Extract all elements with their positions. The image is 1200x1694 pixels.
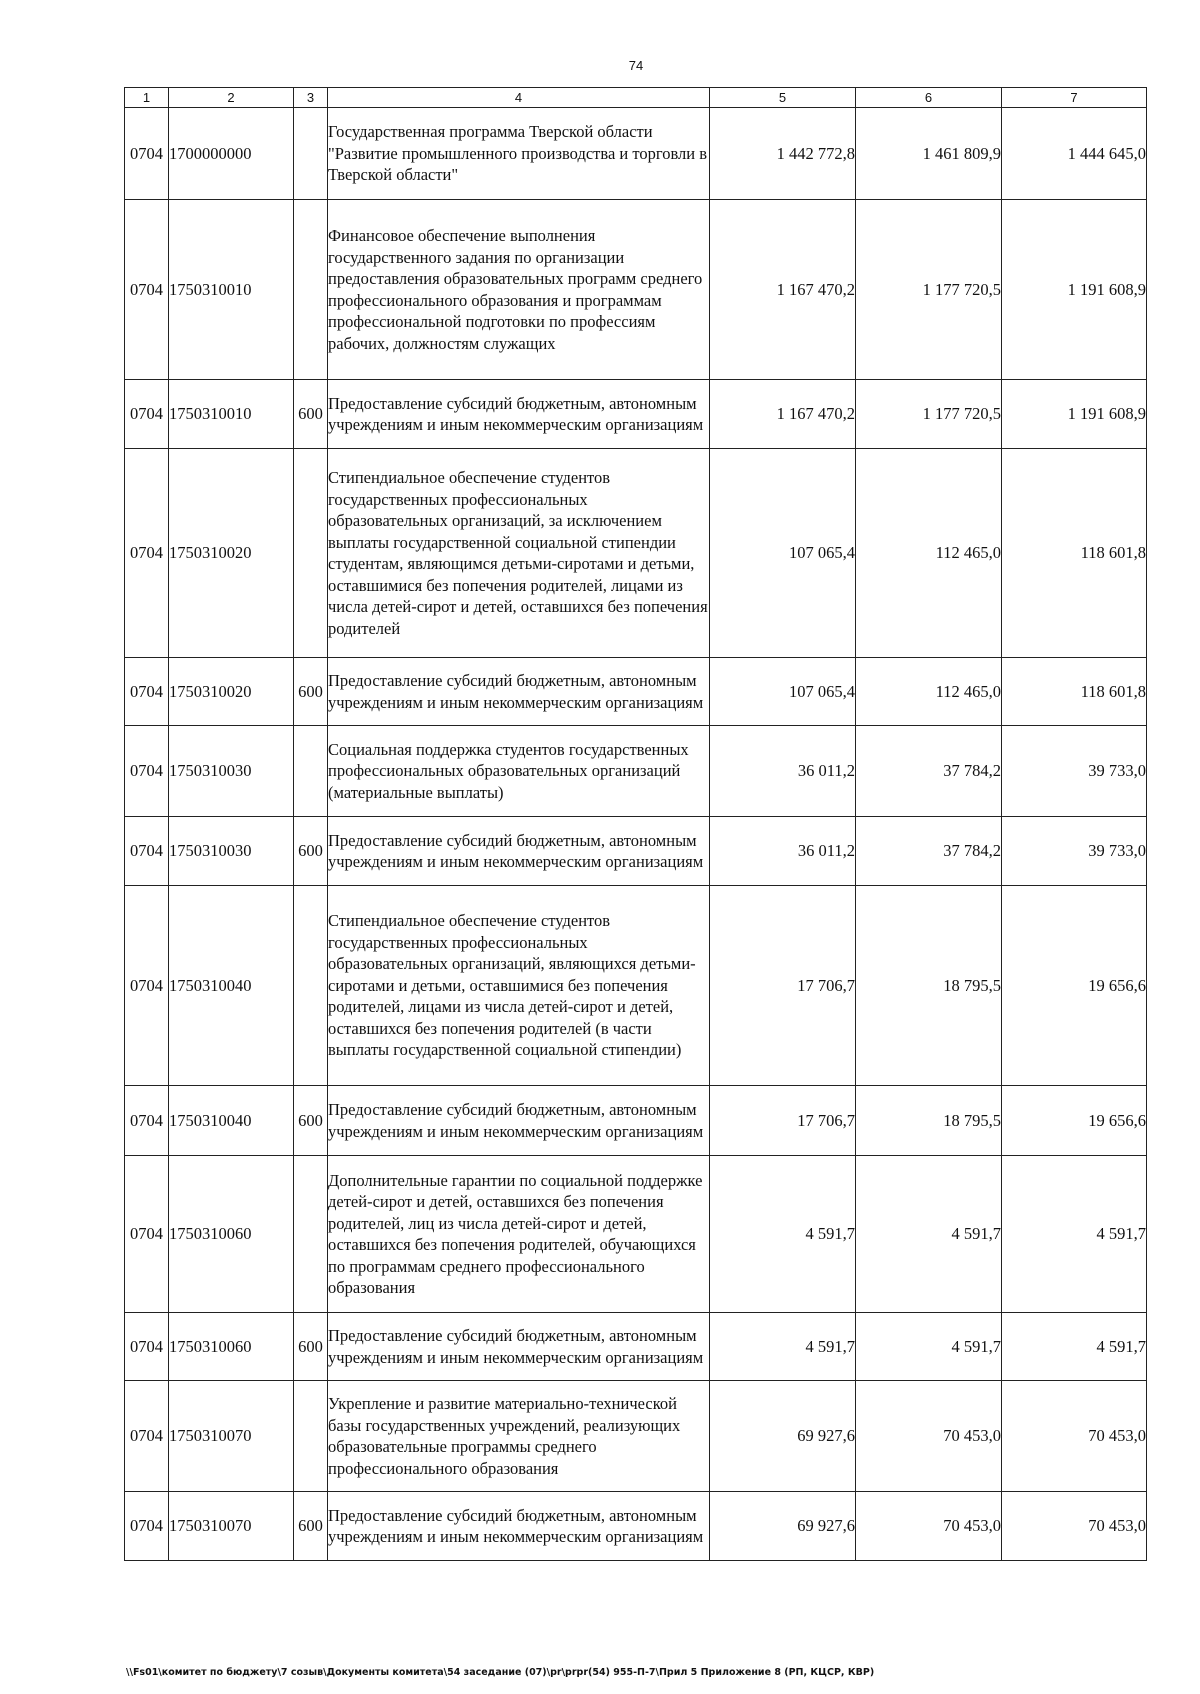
target-article-code: 1750310020	[169, 658, 294, 726]
amount-column-6: 37 784,2	[856, 817, 1002, 886]
amount-column-6: 4 591,7	[856, 1156, 1002, 1313]
amount-column-6: 70 453,0	[856, 1381, 1002, 1492]
column-header-1: 1	[125, 88, 169, 108]
item-name: Предоставление субсидий бюджетным, автономным учреждениям и иным некоммерческим организациям	[328, 1313, 710, 1381]
target-article-code: 1750310010	[169, 380, 294, 449]
item-name: Социальная поддержка студентов государственных профессиональных образовательных организаций (материальные выплаты)	[328, 726, 710, 817]
item-name: Предоставление субсидий бюджетным, автономным учреждениям и иным некоммерческим организациям	[328, 1086, 710, 1156]
table-row	[125, 1381, 1147, 1492]
expense-type-code: 600	[294, 380, 328, 449]
amount-column-5: 17 706,7	[710, 886, 856, 1086]
table-row	[125, 1086, 1147, 1156]
file-path-footer: \\Fs01\комитет по бюджету\7 созыв\Документы комитета\54 заседание (07)\pr\prpr(54) 955-П-7\Прил 5 Приложение 8 (РП, КЦСР, КВР)	[126, 1667, 875, 1678]
section-code: 0704	[125, 886, 169, 1086]
section-code: 0704	[125, 1086, 169, 1156]
amount-column-6: 18 795,5	[856, 1086, 1002, 1156]
target-article-code: 1750310060	[169, 1156, 294, 1313]
expense-type-code	[294, 200, 328, 380]
column-header-3: 3	[294, 88, 328, 108]
table-row	[125, 200, 1147, 380]
amount-column-5: 1 442 772,8	[710, 108, 856, 200]
item-name: Предоставление субсидий бюджетным, автономным учреждениям и иным некоммерческим организациям	[328, 380, 710, 449]
section-code: 0704	[125, 449, 169, 658]
section-code: 0704	[125, 726, 169, 817]
item-name: Укрепление и развитие материально-технической базы государственных учреждений, реализующих образовательные программы среднего профессионального образования	[328, 1381, 710, 1492]
table-row	[125, 886, 1147, 1086]
item-name: Финансовое обеспечение выполнения государственного задания по организации предоставления образовательных программ среднего профессионального образования и программам профессиональной подготовки по профессиям рабочих, должностям служащих	[328, 200, 710, 380]
section-code: 0704	[125, 108, 169, 200]
table-row	[125, 817, 1147, 886]
item-name: Стипендиальное обеспечение студентов государственных профессиональных образовательных организаций, являющихся детьми-сиротами и детьми, оставшимися без попечения родителей, лицами из числа детей-сирот и детей, оставшихся без попечения родителей (в части выплаты государственной социальной стипендии)	[328, 886, 710, 1086]
amount-column-7: 70 453,0	[1002, 1381, 1147, 1492]
target-article-code: 1750310030	[169, 726, 294, 817]
column-header-4: 4	[328, 88, 710, 108]
column-header-6: 6	[856, 88, 1002, 108]
amount-column-5: 17 706,7	[710, 1086, 856, 1156]
amount-column-5: 107 065,4	[710, 658, 856, 726]
target-article-code: 1750310030	[169, 817, 294, 886]
expense-type-code	[294, 449, 328, 658]
amount-column-7: 4 591,7	[1002, 1313, 1147, 1381]
amount-column-7: 39 733,0	[1002, 726, 1147, 817]
amount-column-6: 37 784,2	[856, 726, 1002, 817]
amount-column-5: 4 591,7	[710, 1313, 856, 1381]
table-row	[125, 1492, 1147, 1561]
table-row	[125, 108, 1147, 200]
table-row	[125, 380, 1147, 449]
target-article-code: 1750310070	[169, 1381, 294, 1492]
amount-column-7: 1 191 608,9	[1002, 380, 1147, 449]
amount-column-6: 1 461 809,9	[856, 108, 1002, 200]
table-row	[125, 726, 1147, 817]
expense-type-code	[294, 108, 328, 200]
expense-type-code	[294, 1381, 328, 1492]
amount-column-6: 4 591,7	[856, 1313, 1002, 1381]
target-article-code: 1750310040	[169, 886, 294, 1086]
section-code: 0704	[125, 658, 169, 726]
target-article-code: 1700000000	[169, 108, 294, 200]
expense-type-code: 600	[294, 658, 328, 726]
expense-type-code: 600	[294, 1086, 328, 1156]
item-name: Дополнительные гарантии по социальной поддержке детей-сирот и детей, оставшихся без попечения родителей, лиц из числа детей-сирот и детей, оставшихся без попечения родителей, обучающихся по программам среднего профессионального образования	[328, 1156, 710, 1313]
target-article-code: 1750310060	[169, 1313, 294, 1381]
budget-table	[124, 87, 1147, 1561]
expense-type-code	[294, 726, 328, 817]
expense-type-code: 600	[294, 1313, 328, 1381]
amount-column-5: 36 011,2	[710, 726, 856, 817]
amount-column-5: 69 927,6	[710, 1381, 856, 1492]
table-row	[125, 449, 1147, 658]
section-code: 0704	[125, 1381, 169, 1492]
amount-column-7: 39 733,0	[1002, 817, 1147, 886]
table-row	[125, 1313, 1147, 1381]
section-code: 0704	[125, 380, 169, 449]
amount-column-5: 1 167 470,2	[710, 200, 856, 380]
amount-column-6: 18 795,5	[856, 886, 1002, 1086]
amount-column-6: 1 177 720,5	[856, 200, 1002, 380]
section-code: 0704	[125, 1156, 169, 1313]
page-number: 74	[628, 58, 644, 73]
column-header-2: 2	[169, 88, 294, 108]
target-article-code: 1750310020	[169, 449, 294, 658]
target-article-code: 1750310010	[169, 200, 294, 380]
section-code: 0704	[125, 1492, 169, 1561]
item-name: Предоставление субсидий бюджетным, автономным учреждениям и иным некоммерческим организациям	[328, 817, 710, 886]
section-code: 0704	[125, 817, 169, 886]
expense-type-code: 600	[294, 817, 328, 886]
amount-column-7: 118 601,8	[1002, 449, 1147, 658]
section-code: 0704	[125, 200, 169, 380]
amount-column-7: 1 444 645,0	[1002, 108, 1147, 200]
amount-column-6: 112 465,0	[856, 658, 1002, 726]
amount-column-5: 36 011,2	[710, 817, 856, 886]
expense-type-code	[294, 1156, 328, 1313]
column-header-7: 7	[1002, 88, 1147, 108]
amount-column-5: 1 167 470,2	[710, 380, 856, 449]
expense-type-code	[294, 886, 328, 1086]
column-header-5: 5	[710, 88, 856, 108]
table-row	[125, 658, 1147, 726]
target-article-code: 1750310040	[169, 1086, 294, 1156]
amount-column-7: 70 453,0	[1002, 1492, 1147, 1561]
item-name: Предоставление субсидий бюджетным, автономным учреждениям и иным некоммерческим организациям	[328, 658, 710, 726]
amount-column-7: 4 591,7	[1002, 1156, 1147, 1313]
amount-column-5: 4 591,7	[710, 1156, 856, 1313]
item-name: Предоставление субсидий бюджетным, автономным учреждениям и иным некоммерческим организациям	[328, 1492, 710, 1561]
amount-column-7: 1 191 608,9	[1002, 200, 1147, 380]
amount-column-6: 1 177 720,5	[856, 380, 1002, 449]
amount-column-5: 69 927,6	[710, 1492, 856, 1561]
item-name: Государственная программа Тверской области "Развитие промышленного производства и торговли в Тверской области"	[328, 108, 710, 200]
amount-column-7: 118 601,8	[1002, 658, 1147, 726]
amount-column-6: 70 453,0	[856, 1492, 1002, 1561]
column-number-row	[125, 88, 1147, 108]
target-article-code: 1750310070	[169, 1492, 294, 1561]
amount-column-7: 19 656,6	[1002, 1086, 1147, 1156]
amount-column-6: 112 465,0	[856, 449, 1002, 658]
item-name: Стипендиальное обеспечение студентов государственных профессиональных образовательных организаций, за исключением выплаты государственной социальной стипендии студентам, являющимся детьми-сиротами и детьми, оставшимися без попечения родителей, лицами из числа детей-сирот и детей, оставшихся без попечения родителей	[328, 449, 710, 658]
amount-column-7: 19 656,6	[1002, 886, 1147, 1086]
expense-type-code: 600	[294, 1492, 328, 1561]
table-row	[125, 1156, 1147, 1313]
amount-column-5: 107 065,4	[710, 449, 856, 658]
section-code: 0704	[125, 1313, 169, 1381]
